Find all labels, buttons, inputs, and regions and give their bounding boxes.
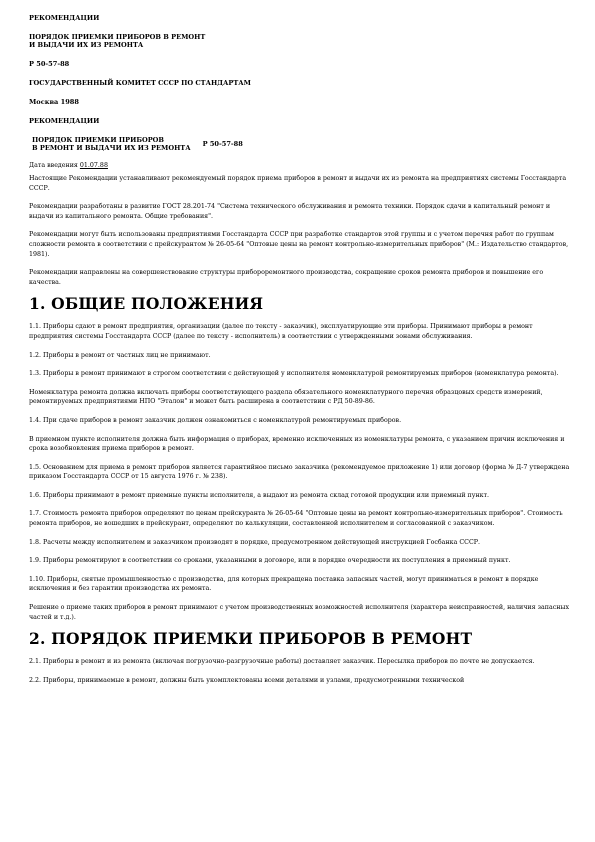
section-1-paragraph: 1.10. Приборы, снятые промышленностью с производства, для которых прекращена поставка запасных частей, могут приниматься в ремонт в порядке исключения и без гарантии производства их ремонта.	[29, 575, 539, 593]
section-1-paragraph: 1.5. Основанием для приема в ремонт приборов является гарантийное письмо заказчика (рекомендуемое приложение 1) или договор (форма № Д-7 утверждена приказом Госстандарта СССР от 15 августа 1976 г. № 238).	[29, 463, 570, 481]
section-1-paragraph: 1.7. Стоимость ремонта приборов определяют по ценам прейскуранта № 26-05-64 "Оптовые цены на ремонт контрольно-измерительных приборов". Стоимость ремонта приборов, не вошедших в прейскурант, определяют по калькуляции, составленной исполнителем и согласованной с заказчиком.	[29, 510, 563, 528]
label-recommendations-2: РЕКОМЕНДАЦИИ	[29, 117, 100, 125]
section-1-paragraph: Номенклатура ремонта должна включать приборы соответствующего раздела обязательного номенклатурного перечня образцовых средств измерений, ремонтируемых предприятиями НПО "Эталон" и может быть расширена в соответствии с РД 50-89-86.	[29, 388, 543, 406]
intro-paragraph: Рекомендации могут быть использованы предприятиями Госстандарта СССР при разработке стандартов этой группы и с учетом перечня работ по группам сложности ремонта в соответствии с прейскурантом № 26-05-64 "Оптовые цены на ремонт контрольно-измерительных приборов" (М.: Издательство стандартов, 1981).	[29, 231, 569, 258]
label-recommendations: РЕКОМЕНДАЦИИ	[29, 14, 100, 22]
effective-date	[29, 161, 573, 170]
section-2-paragraph: 2.2. Приборы, принимаемые в ремонт, должны быть укомплектованы всеми деталями и узлами, предусмотренными технической	[29, 676, 465, 684]
place-year: Москва 1988	[29, 98, 79, 106]
intro-paragraph: Рекомендации разработаны в развитие ГОСТ 28.201-74 "Система технического обслуживания и ремонта техники. Порядок сдачи в капитальный ремонт и выдачи из капитального ремонта. Общие требования".	[29, 203, 551, 220]
document-title: ПОРЯДОК ПРИЕМКИ ПРИБОРОВ В РЕМОНТ И ВЫДАЧИ ИХ ИЗ РЕМОНТА	[29, 33, 206, 49]
section-1-paragraph: 1.2. Приборы в ремонт от частных лиц не принимают.	[29, 351, 211, 359]
intro-paragraph: Рекомендации направлены на совершенствование структуры прибороремонтного производства, сокращение сроков ремонта приборов и повышение его качества.	[29, 269, 544, 286]
section-1-paragraph: 1.8. Расчеты между исполнителем и заказчиком производят в порядке, предусмотренном действующей инструкцией Госбанка СССР.	[29, 538, 481, 546]
title-header-code: Р 50-57-88	[202, 140, 243, 148]
title-header-row	[32, 136, 573, 152]
section-1-paragraph: 1.3. Приборы в ремонт принимают в строгом соответствии с действующей у исполнителя номенклатурой ремонтируемых приборов (номенклатура ремонта).	[29, 370, 559, 378]
title-header-left: ПОРЯДОК ПРИЕМКИ ПРИБОРОВ В РЕМОНТ И ВЫДАЧИ ИХ ИЗ РЕМОНТА	[32, 136, 191, 152]
intro-paragraph: Настоящие Рекомендации устанавливают рекомендуемый порядок приема приборов в ремонт и выдачи их из ремонта на предприятиях системы Госстандарта СССР.	[29, 175, 567, 192]
committee-name: ГОСУДАРСТВЕННЫЙ КОМИТЕТ СССР ПО СТАНДАРТАМ	[29, 79, 251, 87]
effective-date-value: 01.07.88	[79, 162, 108, 169]
section-2-heading: 2. ПОРЯДОК ПРИЕМКИ ПРИБОРОВ В РЕМОНТ	[29, 629, 473, 649]
section-1-paragraph: 1.6. Приборы принимают в ремонт приемные пункты исполнителя, а выдают из ремонта склад готовой продукции или приемный пункт.	[29, 491, 490, 499]
section-1-paragraph: 1.1. Приборы сдают в ремонт предприятия, организации (далее по тексту - заказчик), эксплуатирующие эти приборы. Принимают приборы в ремонт предприятия системы Госстандарта СССР (далее по тексту - исполнитель) в соответствии с утвержденными зонами обслуживания.	[29, 323, 533, 340]
section-1-heading: 1. ОБЩИЕ ПОЛОЖЕНИЯ	[29, 294, 264, 314]
section-1-paragraph: Решение о приеме таких приборов в ремонт принимают с учетом производственных возможностей исполнителя (характера неисправностей, наличия запасных частей и т.д.).	[29, 604, 569, 621]
section-1-paragraph: В приемном пункте исполнителя должна быть информация о приборах, временно исключенных из номенклатуры ремонта, с указанием причин исключения и срока возобновления приема приборов в ремонт.	[29, 435, 565, 453]
effective-date-label: Дата введения	[29, 162, 80, 169]
section-2-paragraph: 2.1. Приборы в ремонт и из ремонта (включая погрузочно-разгрузочные работы) доставляет заказчик. Пересылка приборов по почте не допускается.	[29, 658, 535, 666]
section-1-paragraph: 1.9. Приборы ремонтируют в соответствии со сроками, указанными в договоре, или в порядке очередности их поступления в приемный пункт.	[29, 557, 511, 565]
document-code: Р 50-57-88	[29, 60, 70, 68]
section-1-paragraph: 1.4. При сдаче приборов в ремонт заказчик должен ознакомиться с номенклатурой ремонтируемых приборов.	[29, 416, 402, 424]
